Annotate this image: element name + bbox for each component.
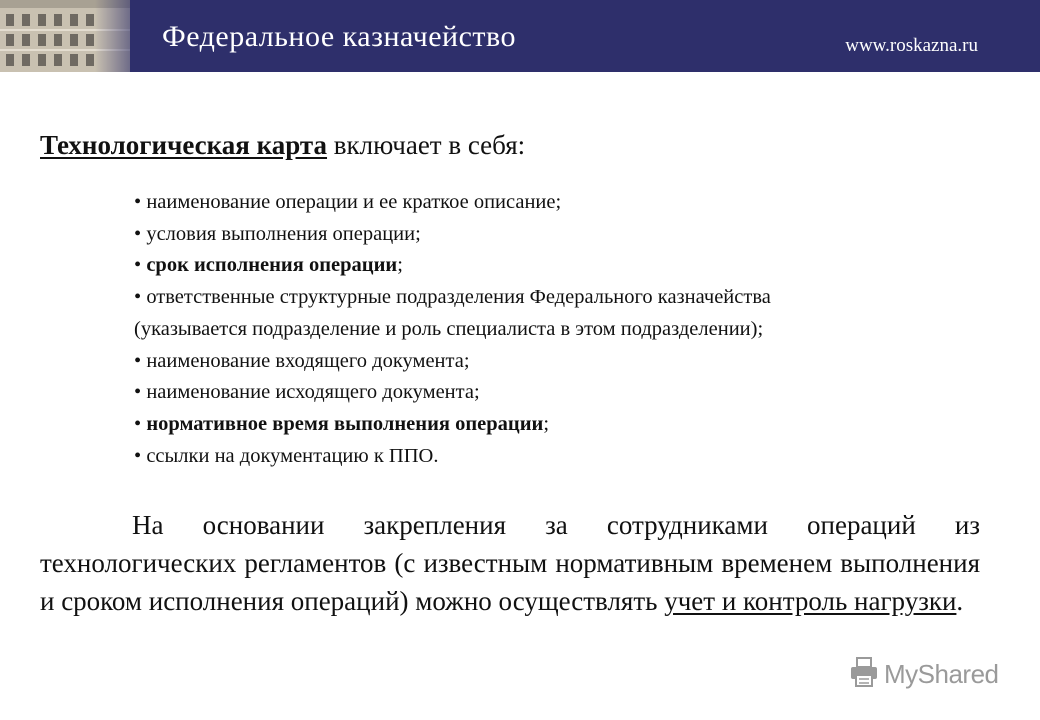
list-item: • наименование исходящего документа; — [134, 381, 480, 404]
paragraph-text: На основании закрепления за сотрудниками операций из технологических регламентов (с известным нормативным временем выполнения и сроком исполнения операций) можно осуществлять — [40, 510, 980, 616]
list-item: • срок исполнения операции; — [134, 254, 403, 277]
list-item: • ссылки на документацию к ППО. — [134, 444, 439, 467]
watermark-text: MyShared — [884, 659, 999, 689]
summary-paragraph — [40, 506, 980, 620]
list-item: • наименование операции и ее краткое описание; — [134, 191, 562, 213]
heading-term: Технологическая карта — [40, 130, 328, 160]
header-fade — [95, 0, 155, 72]
watermark — [848, 656, 999, 693]
paragraph-underlined: учет и контроль нагрузки — [664, 586, 957, 616]
heading-rest: включает в себя: — [327, 130, 526, 160]
header-url[interactable]: www.roskazna.ru — [845, 35, 978, 56]
list-item: • нормативное время выполнения операции; — [134, 412, 550, 435]
list-item: • наименование входящего документа; — [134, 349, 470, 372]
list-item-continuation: (указывается подразделение и роль специалиста в этом подразделении); — [134, 317, 764, 340]
list-item: • условия выполнения операции; — [134, 222, 421, 245]
list-item: • ответственные структурные подразделения Федерального казначейства — [134, 286, 771, 309]
paragraph-end: . — [956, 586, 964, 616]
slide-header — [0, 0, 1040, 72]
printer-icon — [848, 656, 880, 693]
bullet-list — [134, 187, 994, 472]
slide-heading — [40, 130, 525, 161]
header-title: Федеральное казначейство — [162, 20, 516, 53]
